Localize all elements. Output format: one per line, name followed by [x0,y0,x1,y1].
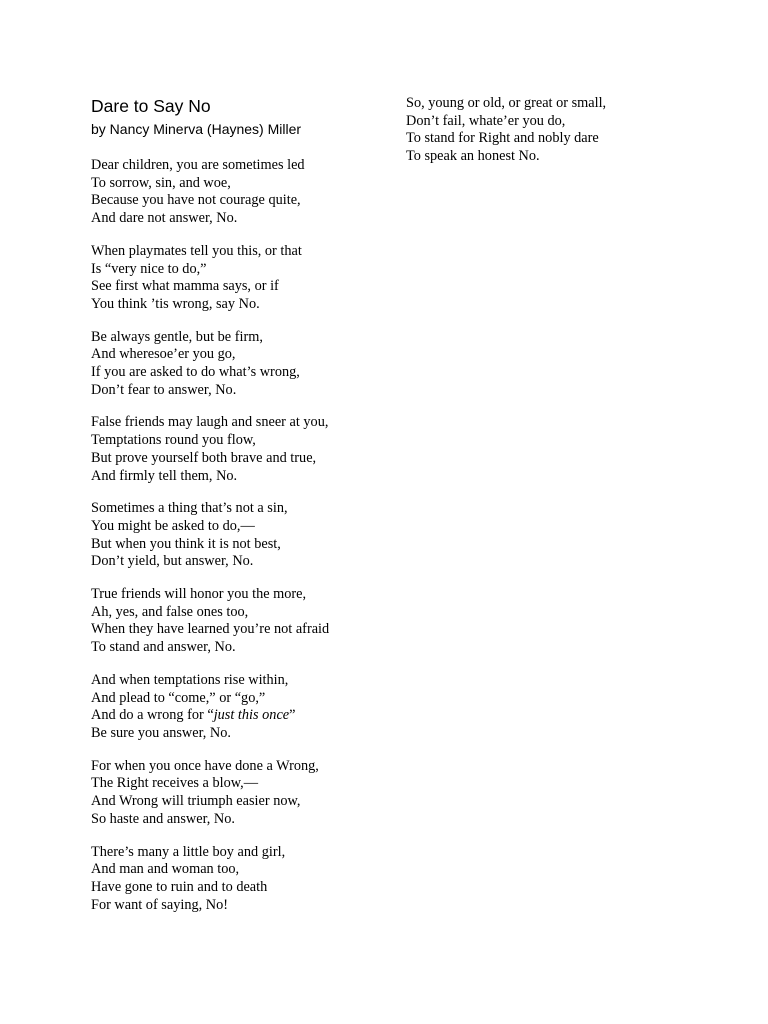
poem-line: So, young or old, or great or small, [406,95,607,111]
stanza [91,243,391,314]
poem-line: And firmly tell them, No. [91,467,238,484]
poem-line: To stand for Right and nobly dare [406,130,599,147]
italic-phrase: just this once [213,707,290,724]
poem-line: See first what mamma says, or if [91,278,279,295]
poem-line: Ah, yes, and false ones too, [91,603,249,620]
poem-line: False friends may laugh and sneer at you, [91,414,329,431]
poem-line: Don’t yield, but answer, No. [91,553,254,570]
left-column [91,95,391,929]
left-stanzas [91,157,391,914]
poem-line: To stand and answer, No. [91,639,236,656]
stanza [91,844,391,915]
poem-line: Be always gentle, but be firm, [91,328,263,345]
poem-line: For when you once have done a Wrong, [91,757,319,774]
stanza [406,95,746,166]
poem-line: And plead to “come,” or “go,” [91,689,266,706]
stanza [91,586,391,657]
poem-line: When playmates tell you this, or that [91,242,302,259]
poem-line: You think ’tis wrong, say No. [91,295,260,312]
poem-byline: by Nancy Minerva (Haynes) Miller [91,121,302,137]
poem-line: To speak an honest No. [406,148,540,165]
poem-line: Have gone to ruin and to death [91,878,268,895]
right-column [406,95,746,166]
stanza [91,414,391,485]
poem-line: The Right receives a blow,— [91,775,259,792]
poem-line: Sometimes a thing that’s not a sin, [91,500,288,517]
poem-line: When they have learned you’re not afraid [91,621,330,638]
poem-line: Is “very nice to do,” [91,260,207,277]
stanza [91,329,391,400]
poem-line: And do a wrong for “just this once” [91,707,296,724]
poem-line: And Wrong will triumph easier now, [91,793,301,810]
poem-line: But when you think it is not best, [91,535,281,552]
poem-line: And when temptations rise within, [91,671,289,688]
poem-line: Be sure you answer, No. [91,724,231,741]
poem-line: But prove yourself both brave and true, [91,449,317,466]
right-stanzas [406,95,746,166]
poem-title: Dare to Say No [91,96,211,116]
poem-line: To sorrow, sin, and woe, [91,174,231,191]
poem-line: And dare not answer, No. [91,210,238,227]
poem-line: And wheresoe’er you go, [91,346,236,363]
poem-line: Don’t fail, whate’er you do, [406,112,566,129]
poem-line: There’s many a little boy and girl, [91,843,286,860]
stanza [91,500,391,571]
poem-line: For want of saying, No! [91,896,228,913]
poem-line: Dear children, you are sometimes led [91,157,305,173]
poem-line: If you are asked to do what’s wrong, [91,364,300,381]
poem-line: Don’t fear to answer, No. [91,381,237,398]
poem-line: You might be asked to do,— [91,517,255,534]
poem-line: True friends will honor you the more, [91,586,307,603]
poem-line: And man and woman too, [91,861,240,878]
poem-line: So haste and answer, No. [91,810,235,827]
stanza [91,157,391,228]
poem-line: Temptations round you flow, [91,432,256,449]
stanza [91,758,391,829]
poem-line: Because you have not courage quite, [91,192,301,209]
stanza [91,672,391,743]
